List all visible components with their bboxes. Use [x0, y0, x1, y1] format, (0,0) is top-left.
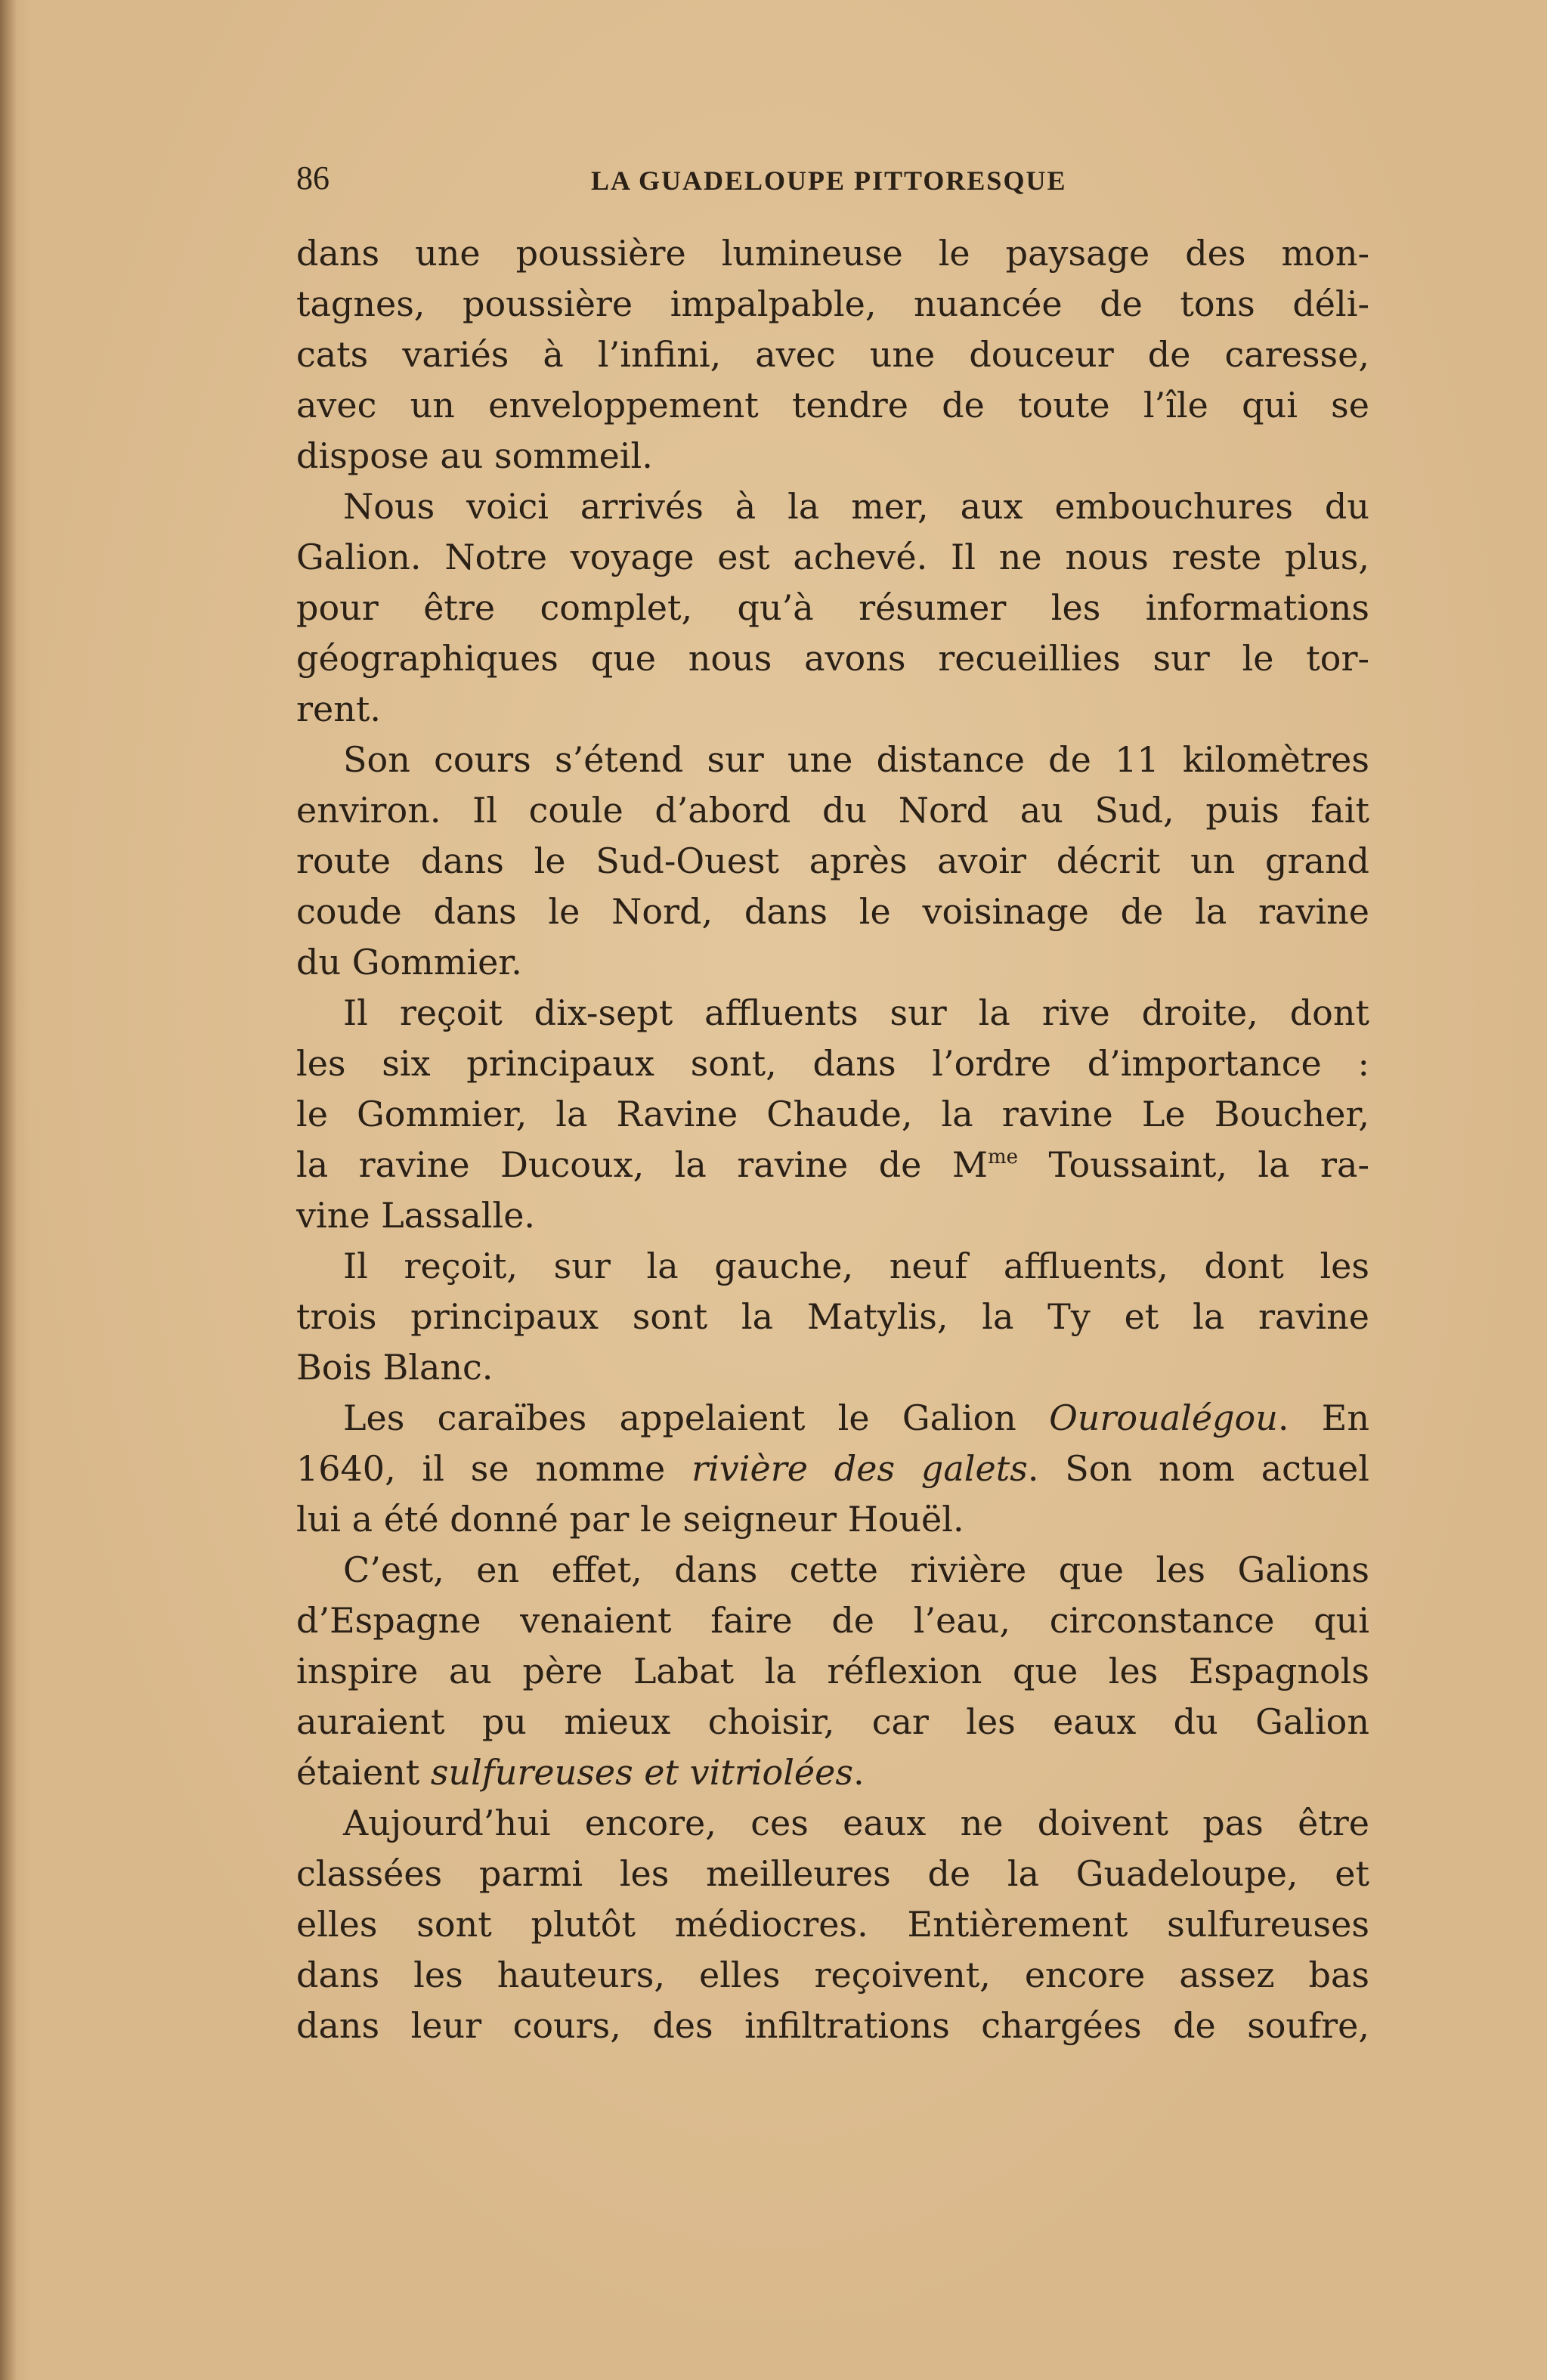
text-line: cats variés à l’infini, avec une douceur de caresse, [296, 334, 1369, 375]
text-line [296, 1444, 1369, 1494]
text-line: tagnes, poussière impalpable, nuancée de tons déli- [296, 283, 1369, 324]
text-line: dans une poussière lumineuse le paysage des mon- [296, 233, 1369, 274]
italic-text: Ouroualégou [1049, 1397, 1278, 1438]
text-line: dans leur cours, des infiltrations chargées de soufre, [296, 2005, 1369, 2046]
italic-text: rivière des galets [692, 1448, 1028, 1489]
text-line: coude dans le Nord, dans le voisinage de la ravine [296, 891, 1369, 932]
text-segment: . [852, 1752, 865, 1793]
text-line: inspire au père Labat la réflexion que les Espagnols [296, 1651, 1369, 1691]
text-line: Son cours s’étend sur une distance de 11 kilomètres [343, 739, 1369, 780]
text-line: trois principaux sont la Matylis, la Ty et la ravine [296, 1296, 1369, 1337]
text-line: elles sont plutôt médiocres. Entièrement sulfureuses [296, 1904, 1369, 1945]
text-line: le Gommier, la Ravine Chaude, la ravine Le Boucher, [296, 1094, 1369, 1134]
text-line: dans les hauteurs, elles reçoivent, encore assez bas [296, 1954, 1369, 1995]
text-segment: . En [1277, 1397, 1369, 1438]
text-line: Il reçoit dix-sept affluents sur la rive droite, dont [343, 992, 1369, 1033]
page-binding-edge [0, 0, 17, 2380]
superscript: me [987, 1146, 1018, 1168]
text-line: les six principaux sont, dans l’ordre d’importance : [296, 1043, 1369, 1084]
text-line: environ. Il coule d’abord du Nord au Sud, puis fait [296, 790, 1369, 831]
text-line: Galion. Notre voyage est achevé. Il ne nous reste plus, [296, 537, 1369, 577]
text-line [296, 1393, 1369, 1444]
running-title: LA GUADELOUPE PITTORESQUE [591, 166, 1067, 196]
text-line: pour être complet, qu’à résumer les informations [296, 587, 1369, 628]
text-segment: la ravine Ducoux, la ravine de M [296, 1144, 988, 1185]
text-line [296, 1747, 1369, 1798]
text-line: d’Espagne venaient faire de l’eau, circonstance qui [296, 1600, 1369, 1641]
text-line: auraient pu mieux choisir, car les eaux du Galion [296, 1701, 1369, 1742]
text-line: du Gommier. [296, 942, 522, 983]
text-line: rent. [296, 689, 381, 729]
text-line: C’est, en effet, dans cette rivière que les Galions [343, 1549, 1369, 1590]
text-line: vine Lassalle. [296, 1195, 536, 1236]
text-segment: étaient [296, 1752, 431, 1793]
text-line: dispose au sommeil. [296, 435, 653, 476]
text-segment: 1640, il se nomme [296, 1448, 692, 1489]
text-line: géographiques que nous avons recueillies sur le tor- [296, 638, 1369, 679]
text-segment: . Son nom actuel [1027, 1448, 1369, 1489]
text-line [296, 1140, 1369, 1190]
text-line: Bois Blanc. [296, 1347, 493, 1388]
italic-text: sulfureuses et vitriolées [430, 1752, 853, 1793]
page-header [296, 156, 1369, 201]
text-line: classées parmi les meilleures de la Guadeloupe, et [296, 1853, 1369, 1894]
text-segment: Toussaint, la ra- [1017, 1144, 1369, 1185]
text-line: Il reçoit, sur la gauche, neuf affluents, dont les [343, 1246, 1369, 1286]
text-line: Nous voici arrivés à la mer, aux embouchures du [343, 486, 1369, 527]
body-text [296, 228, 1369, 2051]
text-line: lui a été donné par le seigneur Houël. [296, 1499, 964, 1540]
text-line: route dans le Sud-Ouest après avoir décrit un grand [296, 840, 1369, 881]
page-number: 86 [296, 159, 330, 197]
text-segment: Les caraïbes appelaient le Galion [343, 1397, 1050, 1438]
text-line: Aujourd’hui encore, ces eaux ne doivent pas être [343, 1803, 1369, 1843]
text-line: avec un enveloppement tendre de toute l’île qui se [296, 385, 1369, 426]
